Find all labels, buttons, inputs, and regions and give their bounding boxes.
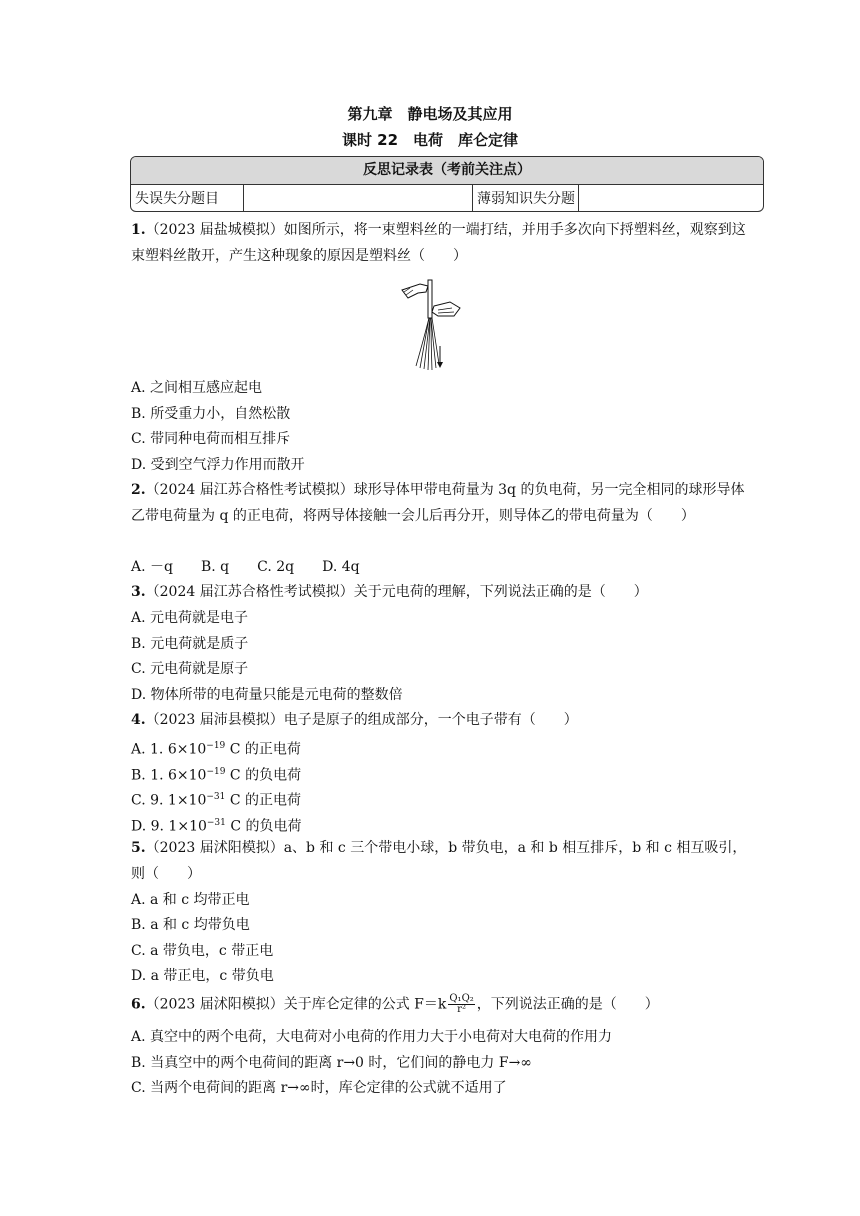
question-number: 1. [131,222,146,238]
q5-option-b: B. a 和 c 均带负电 [131,917,250,933]
lesson-title: 课时 22 电荷 库仑定律 [341,131,519,149]
question-number: 4. [131,712,146,728]
mistake-label: 失误失分题目 [131,185,244,212]
question-text: （2024 届江苏合格性考试模拟）关于元电荷的理解，下列说法正确的是（ ） [145,584,648,600]
question-text: （2023 届盐城模拟）如图所示，将一束塑料丝的一端打结，并用手多次向下捋塑料丝，观察到这束塑料丝散开，产生这种现象的原因是塑料丝（ ） [131,222,746,264]
question-5 [131,836,751,887]
weak-knowledge-label: 薄弱知识失分题 [473,185,579,212]
question-6 [131,994,659,1015]
q4-option-c: C. 9. $1\times 10^{-31}$ C 的正电荷 [131,792,301,809]
question-1 [131,218,751,269]
review-table-row [131,185,763,212]
q6-option-c: C. 当两个电荷间的距离 r→∞时，库仑定律的公式就不适用了 [131,1080,507,1096]
q2-options: A. －q B. q C. 2q D. 4q [131,559,360,575]
q3-option-a: A. 元电荷就是电子 [131,610,249,626]
review-table-title: 反思记录表（考前关注点） [131,157,763,185]
plastic-strands-figure [398,276,464,372]
coulomb-formula-fraction: $\frac{\text{Q₁Q₂}}{\text{r²}}$ [449,993,474,1015]
question-text: （2023 届沭阳模拟）a、b 和 c 三个带电小球，b 带负电，a 和 b 相互排斥，b 和 c 相互吸引，则（ ） [131,840,747,882]
q6-option-b: B. 当真空中的两个电荷间的距离 r→0 时，它们间的静电力 F→∞ [131,1055,532,1071]
question-3 [131,580,751,606]
question-4 [131,708,751,734]
question-number: 5. [131,840,146,856]
question-number: 2. [131,482,146,498]
question-2 [131,478,751,529]
review-table [130,156,764,212]
q5-option-a: A. a 和 c 均带正电 [131,892,250,908]
q1-option-a: A. 之间相互感应起电 [131,380,263,396]
question-text: （2024 届江苏合格性考试模拟）球形导体甲带电荷量为 3q 的负电荷，另一完全相同的球形导体乙带电荷量为 q 的正电荷，将两导体接触一会儿后再分开，则导体乙的带电荷量为（ ） [131,482,745,524]
q5-option-c: C. a 带负电，c 带正电 [131,943,274,959]
q4-option-d: D. 9. $1\times 10^{-31}$ C 的负电荷 [131,818,302,835]
q4-option-b: B. 1. $6\times 10^{-19}$ C 的负电荷 [131,767,302,784]
question-text: （2023 届沛县模拟）电子是原子的组成部分，一个电子带有（ ） [145,712,578,728]
weak-knowledge-blank-cell [579,185,763,212]
q3-option-b: B. 元电荷就是质子 [131,636,249,652]
q1-option-d: D. 受到空气浮力作用而散开 [131,457,305,473]
q3-option-d: D. 物体所带的电荷量只能是元电荷的整数倍 [131,687,403,703]
q1-option-c: C. 带同种电荷而相互排斥 [131,431,291,447]
mistake-blank-cell [244,185,473,212]
question-number: 3. [131,584,146,600]
q3-option-c: C. 元电荷就是原子 [131,661,249,677]
question-number: 6. [131,996,146,1013]
q5-option-d: D. a 带正电，c 带负电 [131,968,274,984]
q1-option-b: B. 所受重力小，自然松散 [131,406,291,422]
question-text-post: ，下列说法正确的是（ ） [476,996,659,1013]
chapter-title: 第九章 静电场及其应用 [347,105,513,123]
q6-option-a: A. 真空中的两个电荷，大电荷对小电荷的作用力大于小电荷对大电荷的作用力 [131,1029,613,1045]
question-text-pre: （2023 届沭阳模拟）关于库仑定律的公式 F＝k [145,996,447,1013]
q4-option-a: A. 1. $6\times 10^{-19}$ C 的正电荷 [131,741,301,758]
